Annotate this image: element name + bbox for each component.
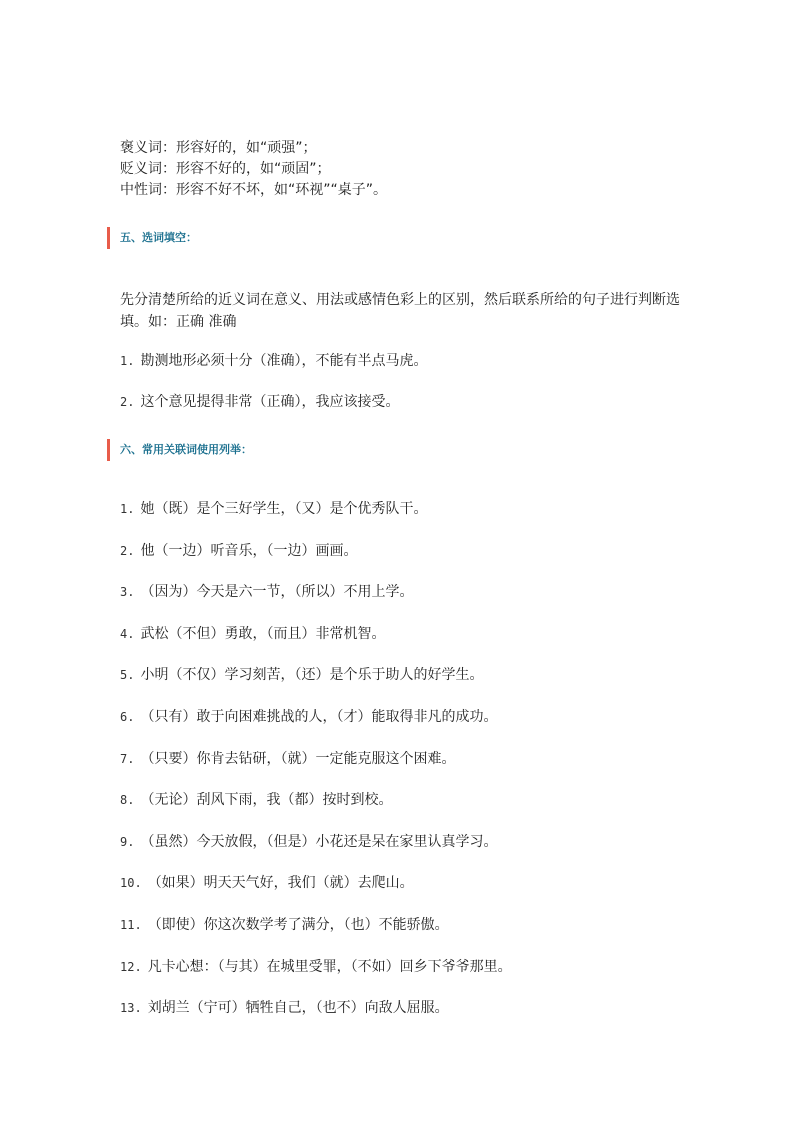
item-number: 12. bbox=[120, 960, 142, 974]
item-text: 他（一边）听音乐，（一边）画画。 bbox=[140, 543, 358, 559]
commendatory-word-line: 褒义词：形容好的，如“顽强”； bbox=[120, 140, 317, 156]
list-item bbox=[120, 707, 497, 727]
item-text: （只有）敢于向困难挑战的人，（才）能取得非凡的成功。 bbox=[140, 709, 498, 725]
neutral-word-line: 中性词：形容不好不坏，如“环视”“桌子”。 bbox=[120, 182, 388, 198]
item-number: 3. bbox=[120, 585, 135, 599]
item-number: 7. bbox=[120, 752, 135, 766]
item-text: （如果）明天天气好，我们（就）去爬山。 bbox=[147, 875, 414, 891]
list-item bbox=[120, 998, 449, 1018]
item-number: 2. bbox=[120, 544, 135, 558]
list-item bbox=[120, 915, 449, 935]
list-item bbox=[120, 392, 399, 412]
item-number: 1. bbox=[120, 354, 135, 368]
item-text: 武松（不但）勇敢，（而且）非常机智。 bbox=[140, 626, 386, 642]
section5-intro: 先分清楚所给的近义词在意义、用法或感情色彩上的区别，然后联系所给的句子进行判断选填。如：正确 准确 bbox=[120, 292, 680, 330]
item-text: （虽然）今天放假，（但是）小花还是呆在家里认真学习。 bbox=[140, 834, 498, 850]
list-item bbox=[120, 499, 427, 519]
item-text: （只要）你肯去钻研，（就）一定能克服这个困难。 bbox=[140, 751, 456, 767]
list-item bbox=[120, 749, 455, 769]
list-item bbox=[120, 832, 497, 852]
list-item bbox=[120, 873, 414, 893]
item-number: 13. bbox=[120, 1001, 142, 1015]
item-text: 她（既）是个三好学生，（又）是个优秀队干。 bbox=[140, 501, 428, 517]
list-item bbox=[120, 541, 357, 561]
item-text: 凡卡心想：（与其）在城里受罪，（不如）回乡下爷爷那里。 bbox=[147, 959, 512, 975]
section5-heading: 五、选词填空： bbox=[107, 227, 197, 249]
list-item bbox=[120, 351, 427, 371]
item-number: 9. bbox=[120, 835, 135, 849]
item-text: （即使）你这次数学考了满分，（也）不能骄傲。 bbox=[147, 917, 449, 933]
item-text: 刘胡兰（宁可）牺牲自己，（也不）向敌人屈服。 bbox=[147, 1000, 449, 1016]
list-item bbox=[120, 665, 483, 685]
item-text: 小明（不仅）学习刻苦，（还）是个乐于助人的好学生。 bbox=[140, 667, 484, 683]
item-number: 2. bbox=[120, 395, 135, 409]
list-item bbox=[120, 790, 392, 810]
item-text: 勘测地形必须十分（准确），不能有半点马虎。 bbox=[140, 353, 428, 369]
list-item bbox=[120, 957, 512, 977]
item-number: 1. bbox=[120, 502, 135, 516]
item-number: 8. bbox=[120, 793, 135, 807]
item-text: （因为）今天是六一节，（所以）不用上学。 bbox=[140, 584, 414, 600]
list-item bbox=[120, 624, 385, 644]
item-text: （无论）刮风下雨，我（都）按时到校。 bbox=[140, 792, 393, 808]
item-number: 4. bbox=[120, 627, 135, 641]
item-number: 10. bbox=[120, 876, 142, 890]
section6-heading: 六、常用关联词使用列举： bbox=[107, 439, 252, 461]
item-text: 这个意见提得非常（正确），我应该接受。 bbox=[140, 394, 400, 410]
item-number: 11. bbox=[120, 918, 142, 932]
derogatory-word-line: 贬义词：形容不好的，如“顽固”； bbox=[120, 161, 331, 177]
item-number: 5. bbox=[120, 668, 135, 682]
list-item bbox=[120, 582, 413, 602]
item-number: 6. bbox=[120, 710, 135, 724]
